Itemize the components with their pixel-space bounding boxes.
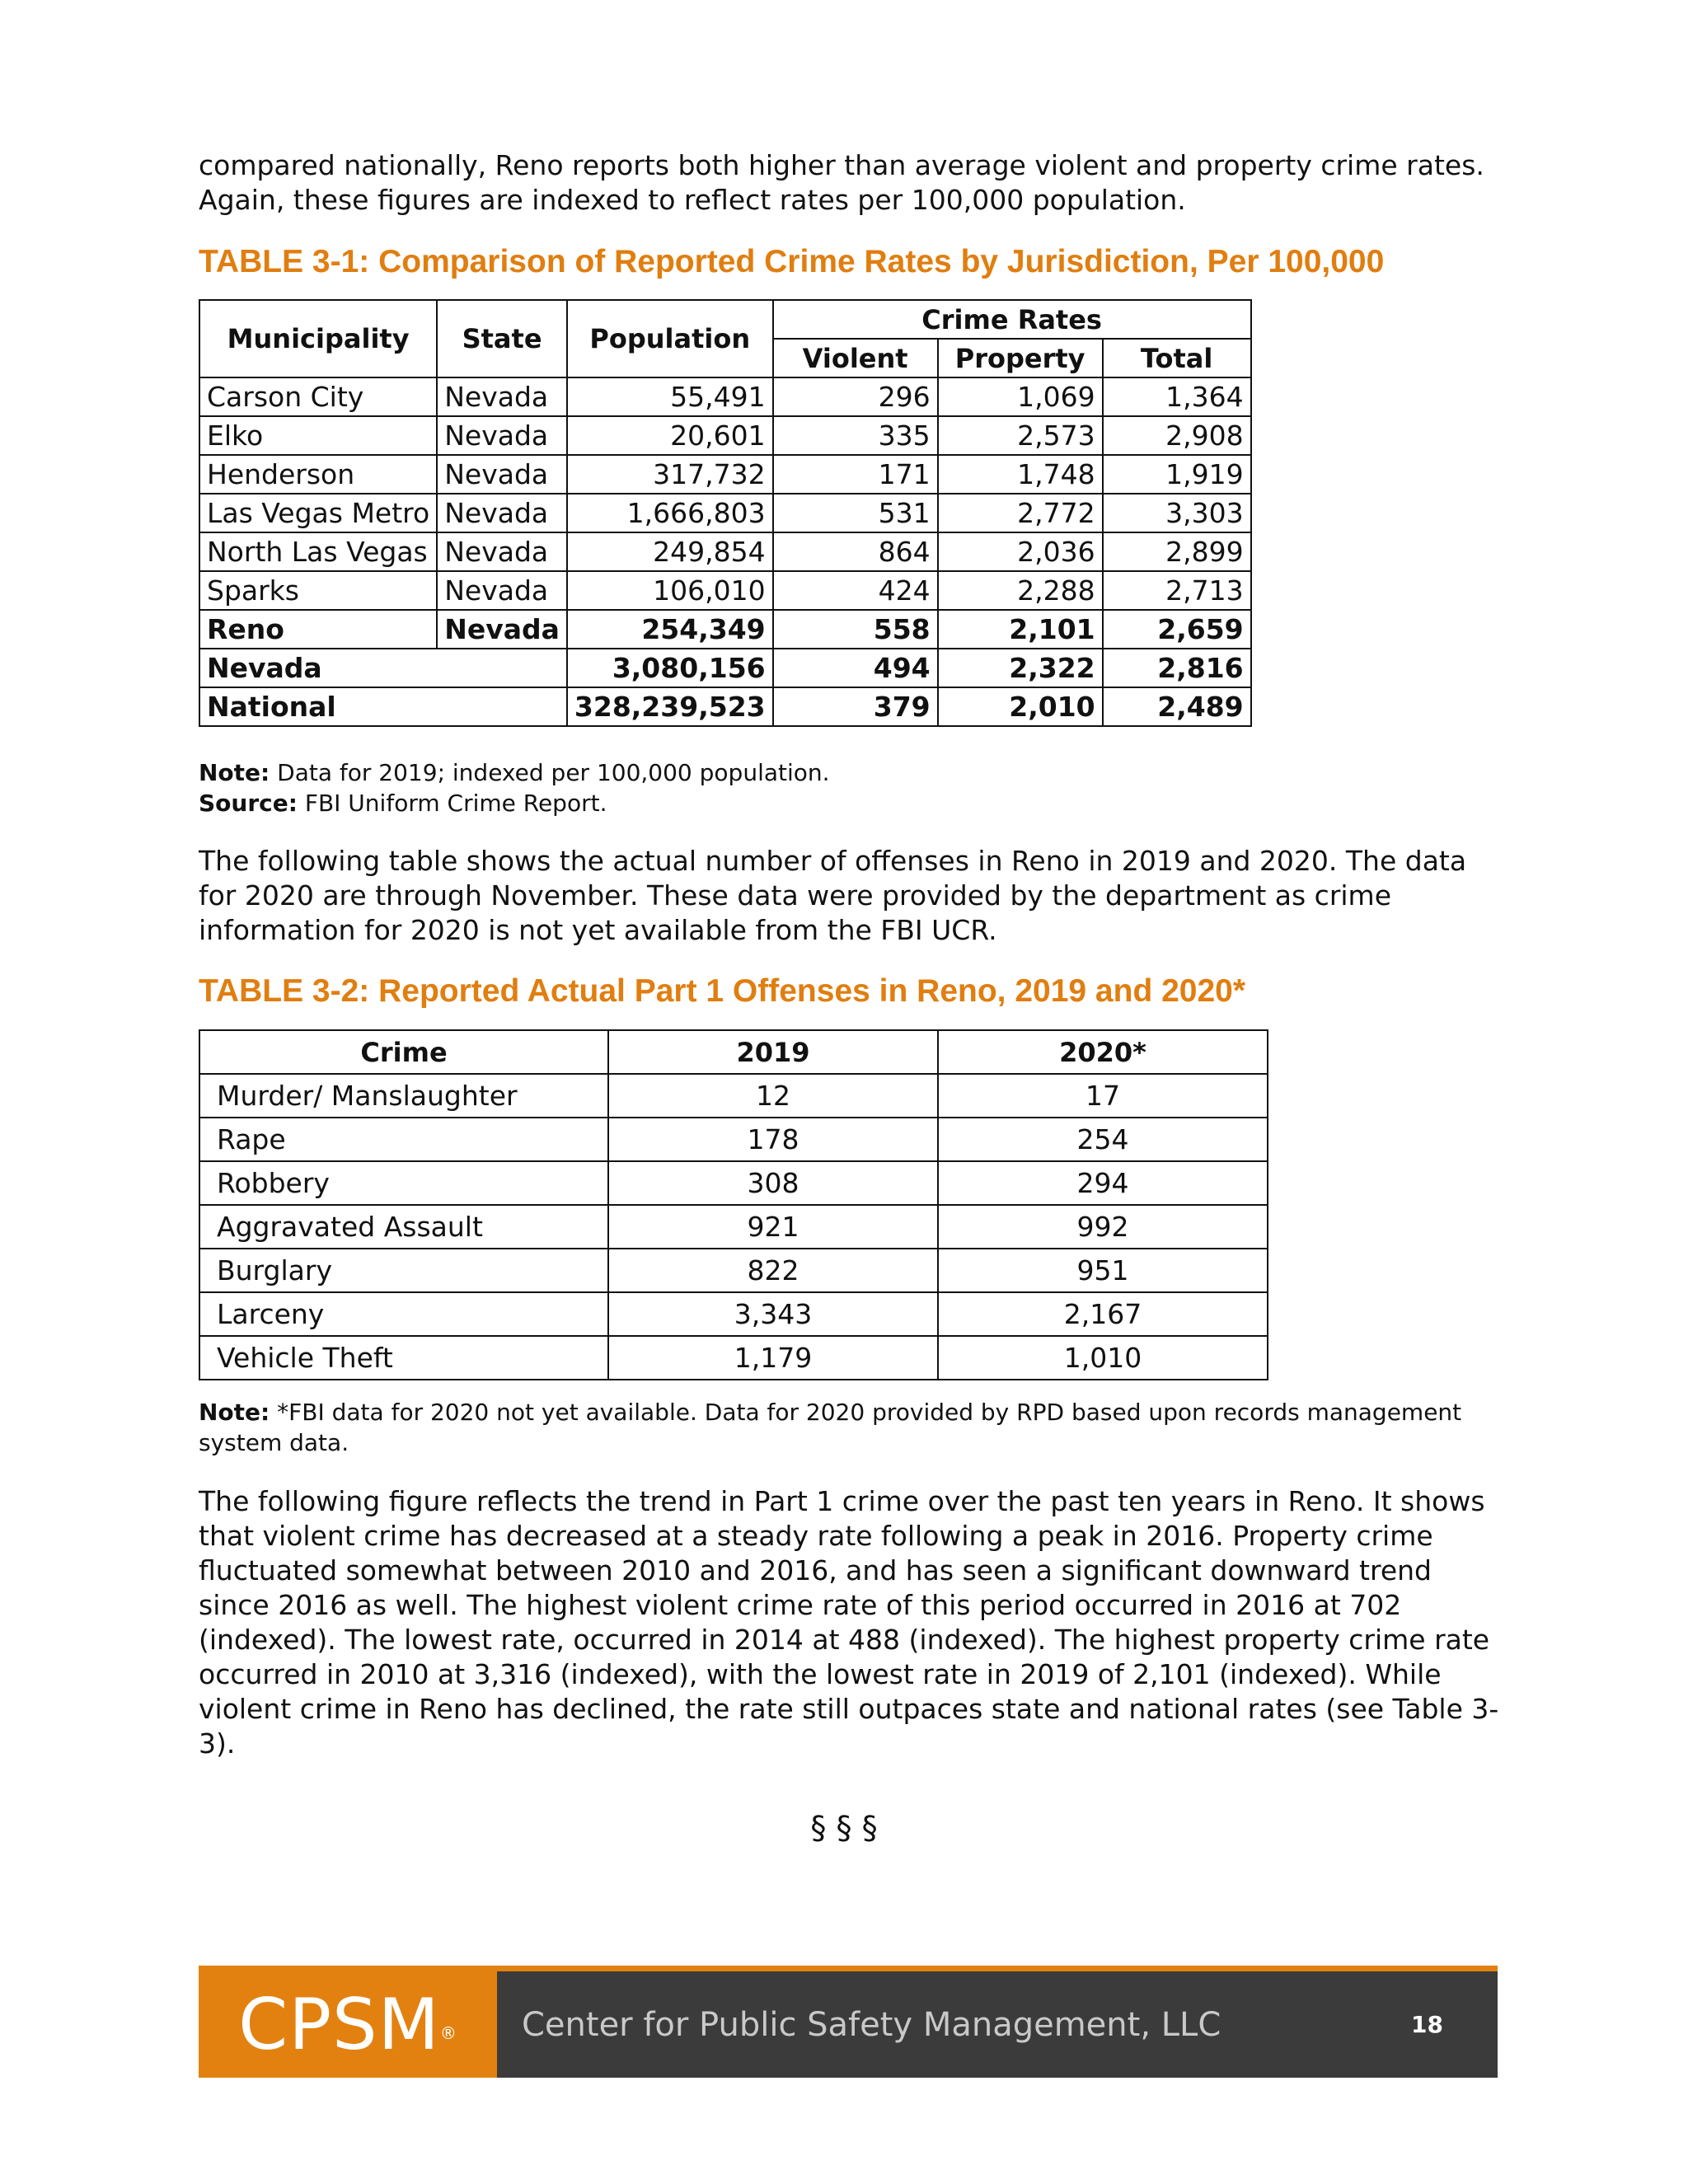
count-2020-cell: 951 <box>938 1249 1268 1292</box>
count-2019-cell: 822 <box>608 1249 938 1292</box>
table-row <box>199 1249 1268 1292</box>
table-row <box>199 1336 1268 1380</box>
violent-cell: 335 <box>773 416 938 455</box>
property-cell: 2,772 <box>938 494 1103 532</box>
property-cell: 2,322 <box>938 649 1103 687</box>
total-cell: 2,816 <box>1103 649 1251 687</box>
property-cell: 2,288 <box>938 571 1103 610</box>
crime-cell: Burglary <box>199 1249 608 1292</box>
count-2019-cell: 178 <box>608 1118 938 1161</box>
population-cell: 55,491 <box>567 377 773 416</box>
count-2019-cell: 1,179 <box>608 1336 938 1380</box>
table2-title: TABLE 3-2: Reported Actual Part 1 Offenses in Reno, 2019 and 2020* <box>199 973 1246 1009</box>
summary-label-cell: National <box>199 687 567 726</box>
total-cell: 3,303 <box>1103 494 1251 532</box>
table1-note: Note: Data for 2019; indexed per 100,000 population. <box>199 759 830 786</box>
population-cell: 20,601 <box>567 416 773 455</box>
table-row <box>199 455 1251 494</box>
header-state: State <box>437 300 567 377</box>
property-cell: 2,101 <box>938 610 1103 649</box>
closing-paragraph: The following figure reflects the trend in Part 1 crime over the past ten years in Reno. It shows that violent crime has decreased at a steady rate following a peak in 2016. Property crime fluctuated somewhat between 2010 and 2016, and has seen a significant downward trend since 2016 as well. The highest violent crime rate of this period occurred in 2016 at 702 (indexed). The lowest rate, occurred in 2014 at 488 (indexed). The highest property crime rate occurred in 2010 at 3,316 (indexed), with the lowest rate in 2019 of 2,101 (indexed). While violent crime in Reno has declined, the rate still outpaces state and national rates (see Table 3-3). <box>199 1485 1499 1760</box>
summary-label-cell: Nevada <box>199 649 567 687</box>
population-cell: 1,666,803 <box>567 494 773 532</box>
municipality-cell: North Las Vegas <box>199 532 437 571</box>
total-cell: 1,919 <box>1103 455 1251 494</box>
table-row <box>199 1161 1268 1205</box>
intro-paragraph: compared nationally, Reno reports both higher than average violent and property crime rates. Again, these figures are indexed to reflect rates per 100,000 population. <box>199 149 1484 216</box>
table2-note: Note: *FBI data for 2020 not yet available. Data for 2020 provided by RPD based upon records management system data. <box>199 1399 1462 1456</box>
property-cell: 2,010 <box>938 687 1103 726</box>
header-crime: Crime <box>199 1030 608 1074</box>
total-cell: 2,659 <box>1103 610 1251 649</box>
crime-cell: Rape <box>199 1118 608 1161</box>
table-row <box>199 1292 1268 1336</box>
population-cell: 3,080,156 <box>567 649 773 687</box>
violent-cell: 558 <box>773 610 938 649</box>
total-cell: 2,899 <box>1103 532 1251 571</box>
table-row <box>199 1118 1268 1161</box>
page-footer <box>199 1966 1498 2078</box>
population-cell: 249,854 <box>567 532 773 571</box>
offenses-table <box>199 1029 1268 1380</box>
page-number: 18 <box>1411 2011 1443 2038</box>
summary-row <box>199 649 1251 687</box>
count-2020-cell: 294 <box>938 1161 1268 1205</box>
table-row <box>199 1205 1268 1249</box>
crime-cell: Robbery <box>199 1161 608 1205</box>
header-2020: 2020* <box>938 1030 1268 1074</box>
table-row <box>199 377 1251 416</box>
violent-cell: 531 <box>773 494 938 532</box>
state-cell: Nevada <box>437 377 567 416</box>
table-row <box>199 532 1251 571</box>
state-cell: Nevada <box>437 571 567 610</box>
header-property: Property <box>938 339 1103 377</box>
count-2019-cell: 3,343 <box>608 1292 938 1336</box>
population-cell: 254,349 <box>567 610 773 649</box>
count-2020-cell: 17 <box>938 1074 1268 1118</box>
population-cell: 106,010 <box>567 571 773 610</box>
count-2020-cell: 2,167 <box>938 1292 1268 1336</box>
summary-row <box>199 687 1251 726</box>
table-row <box>199 571 1251 610</box>
municipality-cell: Henderson <box>199 455 437 494</box>
violent-cell: 494 <box>773 649 938 687</box>
header-population: Population <box>567 300 773 377</box>
table-row <box>199 416 1251 455</box>
property-cell: 2,036 <box>938 532 1103 571</box>
header-2019: 2019 <box>608 1030 938 1074</box>
header-municipality: Municipality <box>199 300 437 377</box>
count-2019-cell: 921 <box>608 1205 938 1249</box>
violent-cell: 171 <box>773 455 938 494</box>
table-row <box>199 494 1251 532</box>
total-cell: 2,908 <box>1103 416 1251 455</box>
count-2020-cell: 254 <box>938 1118 1268 1161</box>
state-cell: Nevada <box>437 455 567 494</box>
section-break: § § § <box>810 1810 878 1846</box>
violent-cell: 296 <box>773 377 938 416</box>
property-cell: 2,573 <box>938 416 1103 455</box>
total-cell: 2,713 <box>1103 571 1251 610</box>
count-2019-cell: 308 <box>608 1161 938 1205</box>
property-cell: 1,748 <box>938 455 1103 494</box>
property-cell: 1,069 <box>938 377 1103 416</box>
table1-title: TABLE 3-1: Comparison of Reported Crime Rates by Jurisdiction, Per 100,000 <box>199 244 1385 279</box>
footer-bar <box>497 1971 1498 2078</box>
state-cell: Nevada <box>437 610 567 649</box>
crime-cell: Larceny <box>199 1292 608 1336</box>
crime-cell: Murder/ Manslaughter <box>199 1074 608 1118</box>
violent-cell: 379 <box>773 687 938 726</box>
violent-cell: 424 <box>773 571 938 610</box>
crime-cell: Aggravated Assault <box>199 1205 608 1249</box>
municipality-cell: Elko <box>199 416 437 455</box>
count-2020-cell: 1,010 <box>938 1336 1268 1380</box>
table-row <box>199 610 1251 649</box>
crime-cell: Vehicle Theft <box>199 1336 608 1380</box>
population-cell: 317,732 <box>567 455 773 494</box>
header-total: Total <box>1103 339 1251 377</box>
count-2019-cell: 12 <box>608 1074 938 1118</box>
municipality-cell: Sparks <box>199 571 437 610</box>
table-row <box>199 1074 1268 1118</box>
total-cell: 2,489 <box>1103 687 1251 726</box>
population-cell: 328,239,523 <box>567 687 773 726</box>
header-crime-rates: Crime Rates <box>773 300 1251 339</box>
table1-source: Source: FBI Uniform Crime Report. <box>199 790 607 817</box>
total-cell: 1,364 <box>1103 377 1251 416</box>
violent-cell: 864 <box>773 532 938 571</box>
middle-paragraph: The following table shows the actual number of offenses in Reno in 2019 and 2020. The data for 2020 are through November. These data were provided by the department as crime information for 2020 is not yet available from the FBI UCR. <box>199 845 1467 946</box>
organization-name: Center for Public Safety Management, LLC <box>522 2005 1221 2044</box>
count-2020-cell: 992 <box>938 1205 1268 1249</box>
state-cell: Nevada <box>437 416 567 455</box>
header-violent: Violent <box>773 339 938 377</box>
municipality-cell: Las Vegas Metro <box>199 494 437 532</box>
municipality-cell: Reno <box>199 610 437 649</box>
municipality-cell: Carson City <box>199 377 437 416</box>
state-cell: Nevada <box>437 494 567 532</box>
cpsm-logo: CPSM ® <box>199 1971 497 2078</box>
state-cell: Nevada <box>437 532 567 571</box>
crime-rates-table <box>199 299 1252 727</box>
